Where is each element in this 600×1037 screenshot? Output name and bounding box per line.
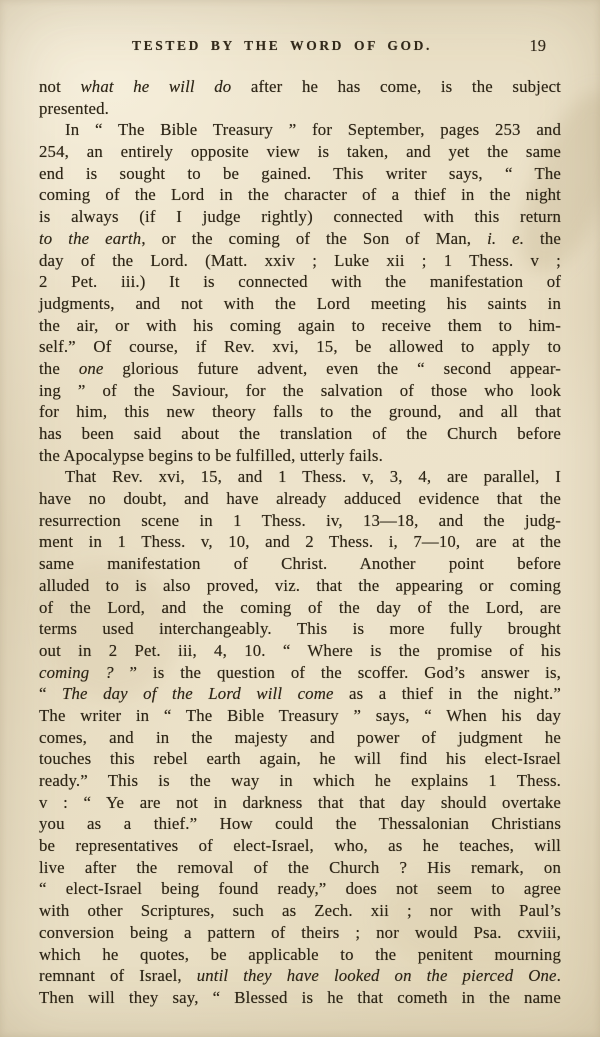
text-line [39,98,561,120]
text-run: have no doubt, and have already adduced evidence that the [39,489,561,509]
text-run: remnant of Israel, [39,966,197,986]
text-run: not [39,77,81,96]
text-line [39,336,561,358]
text-run: for him, this new theory falls to the ground, and all that [39,402,561,422]
italic-text-run: The day of the Lord will come [62,684,334,704]
text-run: ” is the question of the scoffer. God’s answer is, [113,662,561,682]
text-run: is always (if I judge rightly) connected with this return [39,207,561,227]
text-line [39,423,561,445]
text-run: Then will they say, “ Blessed is he that cometh in the name [39,987,561,1007]
text-line [39,640,561,662]
text-run: comes, and in the majesty and power of judgment he [39,727,561,747]
text-line [39,683,561,705]
text-run: “ elect-Israel being found ready,” does not seem to agree [39,879,561,899]
text-line [39,184,561,206]
italic-text-run: until they have looked on the pierced One [196,966,557,986]
text-run: with other Scriptures, such as Zech. xii ; nor with Paul’s [39,901,561,921]
text-line [39,293,561,315]
text-run: ment in 1 Thess. v, 10, and 2 Thess. i, 7—10, are at the [39,532,561,552]
text-run: ing ” of the Saviour, for the salvation of those who look [39,380,561,400]
text-line [39,510,561,532]
text-line [39,250,561,272]
text-run: 2 Pet. iii.) It is connected with the manifestation of [39,272,561,292]
text-run: live after the removal of the Church ? His remark, on [39,857,561,877]
text-run: of the Lord, and the coming of the day of the Lord, are [39,597,561,617]
text-line [39,900,561,922]
text-line [39,727,561,749]
text-line [39,445,561,467]
text-line [39,466,561,488]
text-line [39,163,561,185]
text-run: self.” Of course, if Rev. xvi, 15, be allowed to apply to [39,337,561,357]
italic-text-run: coming ? [39,662,114,682]
text-line [39,965,561,987]
page-number: 19 [529,36,546,55]
text-line [39,835,561,857]
text-run: 254, an entirely opposite view is taken, and yet the same [39,142,561,162]
page-title: TESTED BY THE WORD OF GOD. [132,38,432,53]
text-line [39,878,561,900]
text-run: conversion being a pattern of theirs ; nor would Psa. cxviii, [39,922,561,942]
paragraph [39,119,561,466]
text-line [39,141,561,163]
text-line [39,206,561,228]
italic-text-run: what he will do [80,77,232,96]
text-line [39,401,561,423]
text-run: after he has come, is the subject [231,77,561,96]
italic-text-run: i. e. [487,228,525,248]
text-run: has been said about the translation of the Church before [39,424,561,443]
text-run: same manifestation of Christ. Another point before [39,554,561,574]
text-run: resurrection scene in 1 Thess. iv, 13—18, and the judg- [39,510,561,530]
text-run: “ [39,684,63,704]
text-run: alluded to is also proved, viz. that the appearing or coming [39,575,561,595]
text-run: day of the Lord. (Matt. xxiv ; Luke xii ; 1 Thess. v ; [39,250,561,270]
text-run: terms used interchangeably. This is more fully brought [39,619,561,639]
text-run: , or the coming of the Son of Man, [141,228,488,248]
text-run: That Rev. xvi, 15, and 1 Thess. v, 3, 4, are parallel, I [65,467,561,487]
text-run: . [556,966,561,986]
text-line [39,748,561,770]
text-line [39,597,561,619]
text-run: coming of the Lord in the character of a thief in the night [39,185,561,205]
text-run: judgments, and not with the Lord meeting his saints in [39,293,561,313]
text-run: The writer in “ The Bible Treasury ” says, “ When his day [39,705,561,725]
text-run: out in 2 Pet. iii, 4, 10. “ Where is the promise of his [39,640,561,660]
text-line [39,987,561,1009]
text-run: the Apocalypse begins to be fulfilled, utterly fails. [39,445,383,465]
text-line [39,271,561,293]
text-line [39,575,561,597]
text-run: the [39,358,79,378]
italic-text-run: one [78,358,104,378]
text-run: the [524,228,561,248]
text-line [39,662,561,684]
text-line [39,531,561,553]
text-line [39,228,561,250]
text-line [39,857,561,879]
text-run: end is sought to be gained. This writer says, “ The [39,163,561,183]
text-line [39,358,561,380]
text-line [39,813,561,835]
paragraph [39,466,561,1008]
running-head [40,38,560,58]
text-line [39,705,561,727]
text-line [39,944,561,966]
text-run: the air, or with his coming again to receive them to him- [39,315,561,335]
text-run: In “ The Bible Treasury ” for September, pages 253 and [65,120,561,140]
text-run: presented. [39,98,109,118]
text-line [39,315,561,337]
paragraph [39,76,561,119]
text-line [39,792,561,814]
text-run: ready.” This is the way in which he explains 1 Thess. [39,771,561,790]
text-line [39,618,561,640]
text-line [39,380,561,402]
text-run: v : “ Ye are not in darkness that that day should overtake [39,792,561,812]
text-line [39,922,561,944]
text-run: be representatives of elect-Israel, who, as he teaches, will [39,836,561,856]
text-line [39,119,561,141]
text-line [39,553,561,575]
text-run: touches this rebel earth again, he will find his elect-Israel [39,749,561,769]
text-run: as a thief in the night.” [333,684,561,704]
italic-text-run: to the earth [39,228,142,248]
text-run: glorious future advent, even the “ second appear- [103,358,561,378]
text-block [39,76,561,1009]
text-line [39,76,561,98]
text-line [39,488,561,510]
text-run: which he quotes, be applicable to the penitent mourning [39,944,561,964]
text-run: you as a thief.” How could the Thessalonian Christians [39,814,561,834]
text-line [39,770,561,792]
